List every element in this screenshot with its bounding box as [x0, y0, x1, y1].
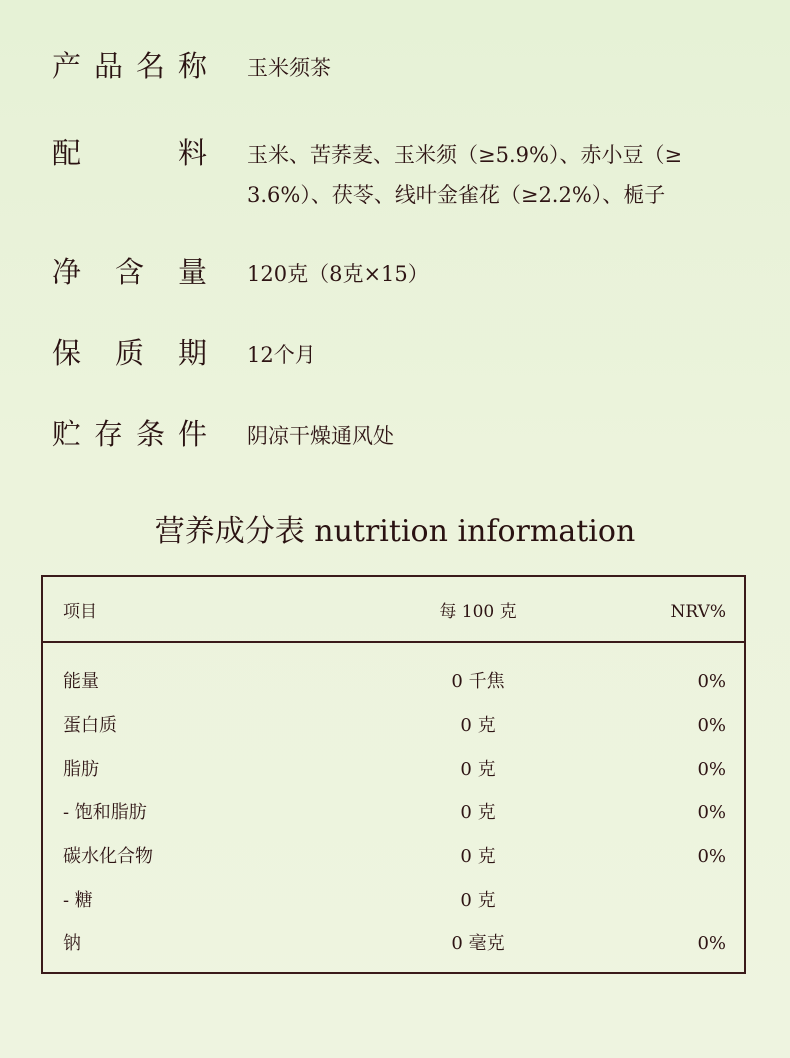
info-label-product-name: 产 品 名 称: [52, 49, 207, 83]
nutrition-table-header: [43, 577, 744, 643]
nutrition-table: [41, 575, 746, 974]
info-value-net-content: 120克（8克×15）: [247, 262, 429, 286]
table-row: [43, 844, 744, 888]
row-name: 钠: [63, 933, 81, 954]
info-label-net-content: 净 含 量: [52, 255, 207, 289]
header-item: 项目: [63, 602, 97, 622]
info-value-shelf-life: 12个月: [247, 343, 316, 367]
info-label-storage: 贮 存 条 件: [52, 417, 207, 451]
table-row: [43, 713, 744, 757]
row-nrv: 0%: [697, 933, 726, 954]
row-name: 能量: [63, 671, 99, 692]
row-value: 0 克: [460, 846, 496, 867]
table-row: [43, 757, 744, 801]
row-name: 蛋白质: [63, 715, 117, 736]
info-value-product-name: 玉米须茶: [247, 56, 331, 80]
row-nrv: 0%: [697, 671, 726, 692]
header-nrv: NRV%: [670, 602, 726, 622]
table-row: [43, 800, 744, 844]
row-nrv: 0%: [697, 759, 726, 780]
row-nrv: 0%: [697, 846, 726, 867]
info-value-ingredients: 玉米、苦荞麦、玉米须（≥5.9%）、赤小豆（≥ 3.6%）、茯苓、线叶金雀花（≥2.2%）、栀子: [247, 143, 683, 207]
row-value: 0 克: [460, 890, 496, 911]
row-nrv: 0%: [697, 802, 726, 823]
header-per-100g: 每 100 克: [439, 602, 517, 622]
row-name: 碳水化合物: [63, 846, 153, 867]
info-label-shelf-life: 保 质 期: [52, 336, 207, 370]
row-nrv: 0%: [697, 715, 726, 736]
row-value: 0 克: [460, 802, 496, 823]
info-value-storage: 阴凉干燥通风处: [247, 424, 394, 448]
info-label-ingredients: 配 料: [52, 136, 207, 170]
row-name: 脂肪: [63, 759, 99, 780]
row-value: 0 毫克: [451, 933, 505, 954]
row-value: 0 千焦: [451, 671, 505, 692]
nutrition-title: 营养成分表 nutrition information: [154, 514, 636, 549]
row-value: 0 克: [460, 759, 496, 780]
row-name: - 糖: [63, 890, 93, 911]
table-row: [43, 931, 744, 975]
table-row: [43, 669, 744, 713]
row-value: 0 克: [460, 715, 496, 736]
table-row: [43, 888, 744, 932]
row-name: - 饱和脂肪: [63, 802, 147, 823]
